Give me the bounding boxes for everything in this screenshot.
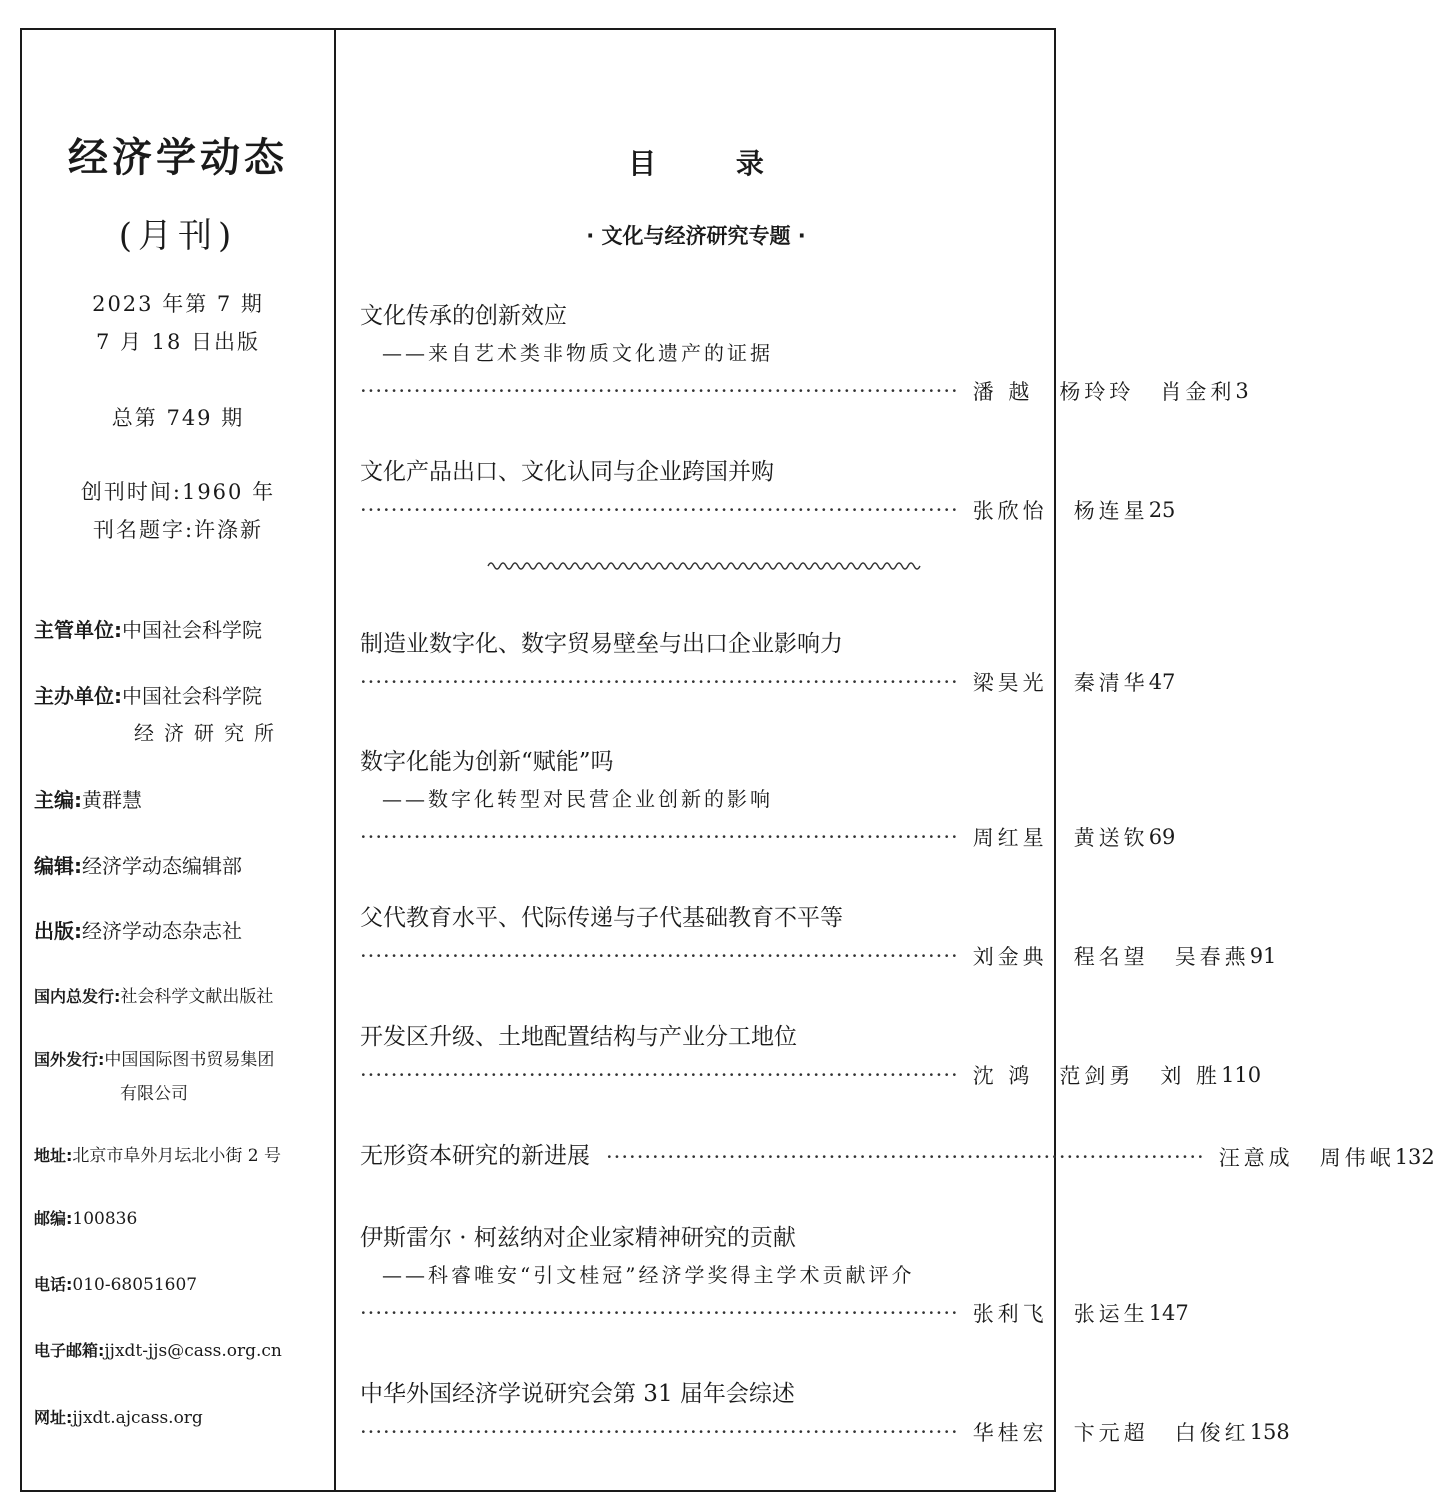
publication-date: 7 月 18 日出版: [95, 330, 261, 354]
toc-entry[interactable]: [360, 1376, 1290, 1450]
editorial-office: 编辑:经济学动态编辑部: [34, 854, 242, 878]
frequency-label: (月刊): [118, 216, 238, 256]
leader-dots: ··············································································: [606, 1144, 1205, 1169]
domestic-distribution: 国内总发行:社会科学文献出版社: [34, 987, 274, 1007]
toc-entry[interactable]: [360, 1220, 1189, 1331]
article-title[interactable]: 数字化能为创新“赋能”吗: [360, 749, 614, 775]
section-heading: · 文化与经济研究专题 ·: [586, 224, 806, 248]
leader-dots: ··············································································: [360, 1300, 959, 1325]
page-number: 132: [1394, 1144, 1435, 1169]
email: 电子邮箱:jjxdt-jjs@cass.org.cn: [34, 1341, 282, 1361]
author: 潘 越: [972, 379, 1034, 404]
page-number: 25: [1148, 497, 1176, 522]
toc-entry[interactable]: [360, 1138, 1435, 1175]
toc-column: [336, 30, 1435, 1490]
authors: [973, 495, 1149, 525]
article-title[interactable]: 中华外国经济学说研究会第 31 届年会综述: [360, 1381, 795, 1407]
author: 吴春燕: [1174, 944, 1250, 969]
author: 汪意成: [1218, 1145, 1294, 1170]
article-title[interactable]: 文化产品出口、文化认同与企业跨国并购: [360, 459, 774, 485]
authors: [973, 1417, 1250, 1447]
author: 黄送钦: [1073, 825, 1149, 850]
supervisor: 主管单位:中国社会科学院: [34, 618, 262, 642]
author: 周红星: [972, 825, 1048, 850]
authors: [973, 941, 1250, 971]
page-number: 47: [1148, 669, 1176, 694]
toc-entry[interactable]: [360, 626, 1176, 700]
page-number: 147: [1148, 1300, 1189, 1325]
author: 白俊红: [1174, 1420, 1250, 1445]
authors: [973, 1060, 1221, 1090]
address: 地址:北京市阜外月坛北小街 2 号: [34, 1146, 282, 1166]
author: 卞元超: [1073, 1420, 1149, 1445]
author: 杨玲玲: [1059, 379, 1135, 404]
website: 网址:jjxdt.ajcass.org: [34, 1408, 203, 1428]
leader-dots: ··············································································: [360, 824, 959, 849]
author: 张利飞: [972, 1301, 1048, 1326]
article-title[interactable]: 伊斯雷尔 · 柯兹纳对企业家精神研究的贡献: [360, 1225, 796, 1251]
publisher: 出版:经济学动态杂志社: [34, 919, 242, 943]
author-line: [360, 1413, 1290, 1450]
article-title[interactable]: 父代教育水平、代际传递与子代基础教育不平等: [360, 905, 843, 931]
article-title[interactable]: 无形资本研究的新进展: [360, 1143, 590, 1169]
sponsor-continued: 经济研究所: [134, 721, 284, 745]
ornament-divider: [488, 560, 914, 572]
masthead-column: [22, 30, 334, 1490]
author-line: [360, 1138, 1435, 1175]
author: 张欣怡: [972, 498, 1048, 523]
article-subtitle: ——科睿唯安“引文桂冠”经济学奖得主学术贡献评介: [382, 1263, 915, 1287]
author-line: [360, 937, 1277, 974]
leader-dots: ··············································································: [360, 669, 959, 694]
phone: 电话:010-68051607: [34, 1275, 198, 1295]
founded-year: 创刊时间:1960 年: [80, 480, 276, 504]
sponsor: 主办单位:中国社会科学院: [34, 684, 262, 708]
magazine-title: 经济学动态: [68, 135, 288, 181]
issue-number: 2023 年第 7 期: [92, 292, 264, 316]
total-issue: 总第 749 期: [111, 406, 245, 430]
author: 沈 鸿: [972, 1063, 1034, 1088]
author-line: [360, 663, 1176, 700]
author: 程名望: [1073, 944, 1149, 969]
foreign-distribution-continued: 有限公司: [120, 1084, 188, 1104]
page-number: 69: [1148, 824, 1176, 849]
authors: [973, 376, 1236, 406]
author-line: [360, 818, 1176, 855]
toc-entry[interactable]: [360, 298, 1249, 409]
toc-entry[interactable]: [360, 454, 1176, 528]
author: 秦清华: [1073, 670, 1149, 695]
leader-dots: ··············································································: [360, 1419, 959, 1444]
authors: [973, 822, 1149, 852]
article-subtitle: ——来自艺术类非物质文化遗产的证据: [382, 341, 773, 365]
author-line: [360, 372, 1249, 409]
author-line: [360, 491, 1176, 528]
authors: [973, 1298, 1149, 1328]
article-title[interactable]: 开发区升级、土地配置结构与产业分工地位: [360, 1024, 797, 1050]
page-number: 158: [1249, 1419, 1290, 1444]
article-title[interactable]: 文化传承的创新效应: [360, 303, 567, 329]
toc-entry[interactable]: [360, 900, 1277, 974]
author-line: [360, 1294, 1189, 1331]
leader-dots: ··············································································: [360, 1062, 959, 1087]
toc-title: 目 录: [628, 147, 764, 180]
article-title[interactable]: 制造业数字化、数字贸易壁垒与出口企业影响力: [360, 631, 843, 657]
author: 梁昊光: [972, 670, 1048, 695]
page-number: 91: [1249, 943, 1277, 968]
foreign-distribution: 国外发行:中国国际图书贸易集团: [34, 1050, 275, 1070]
authors: [1219, 1142, 1395, 1172]
page-number: 110: [1221, 1062, 1262, 1087]
author: 周伟岷: [1319, 1145, 1395, 1170]
authors: [973, 667, 1149, 697]
toc-entry[interactable]: [360, 1019, 1262, 1093]
leader-dots: ··············································································: [360, 943, 959, 968]
author-line: [360, 1056, 1262, 1093]
leader-dots: ··············································································: [360, 497, 959, 522]
author: 华桂宏: [972, 1420, 1048, 1445]
toc-entry[interactable]: [360, 744, 1176, 855]
author: 刘金典: [972, 944, 1048, 969]
page-number: 3: [1235, 378, 1249, 403]
author: 范剑勇: [1059, 1063, 1135, 1088]
author: 肖金利: [1160, 379, 1236, 404]
postcode: 邮编:100836: [34, 1209, 138, 1229]
article-subtitle: ——数字化转型对民营企业创新的影响: [382, 787, 773, 811]
author: 杨连星: [1073, 498, 1149, 523]
chief-editor: 主编:黄群慧: [34, 788, 142, 812]
author: 张运生: [1073, 1301, 1149, 1326]
leader-dots: ··············································································: [360, 378, 959, 403]
calligraphy-credit: 刊名题字:许涤新: [92, 518, 264, 542]
author: 刘 胜: [1160, 1063, 1222, 1088]
